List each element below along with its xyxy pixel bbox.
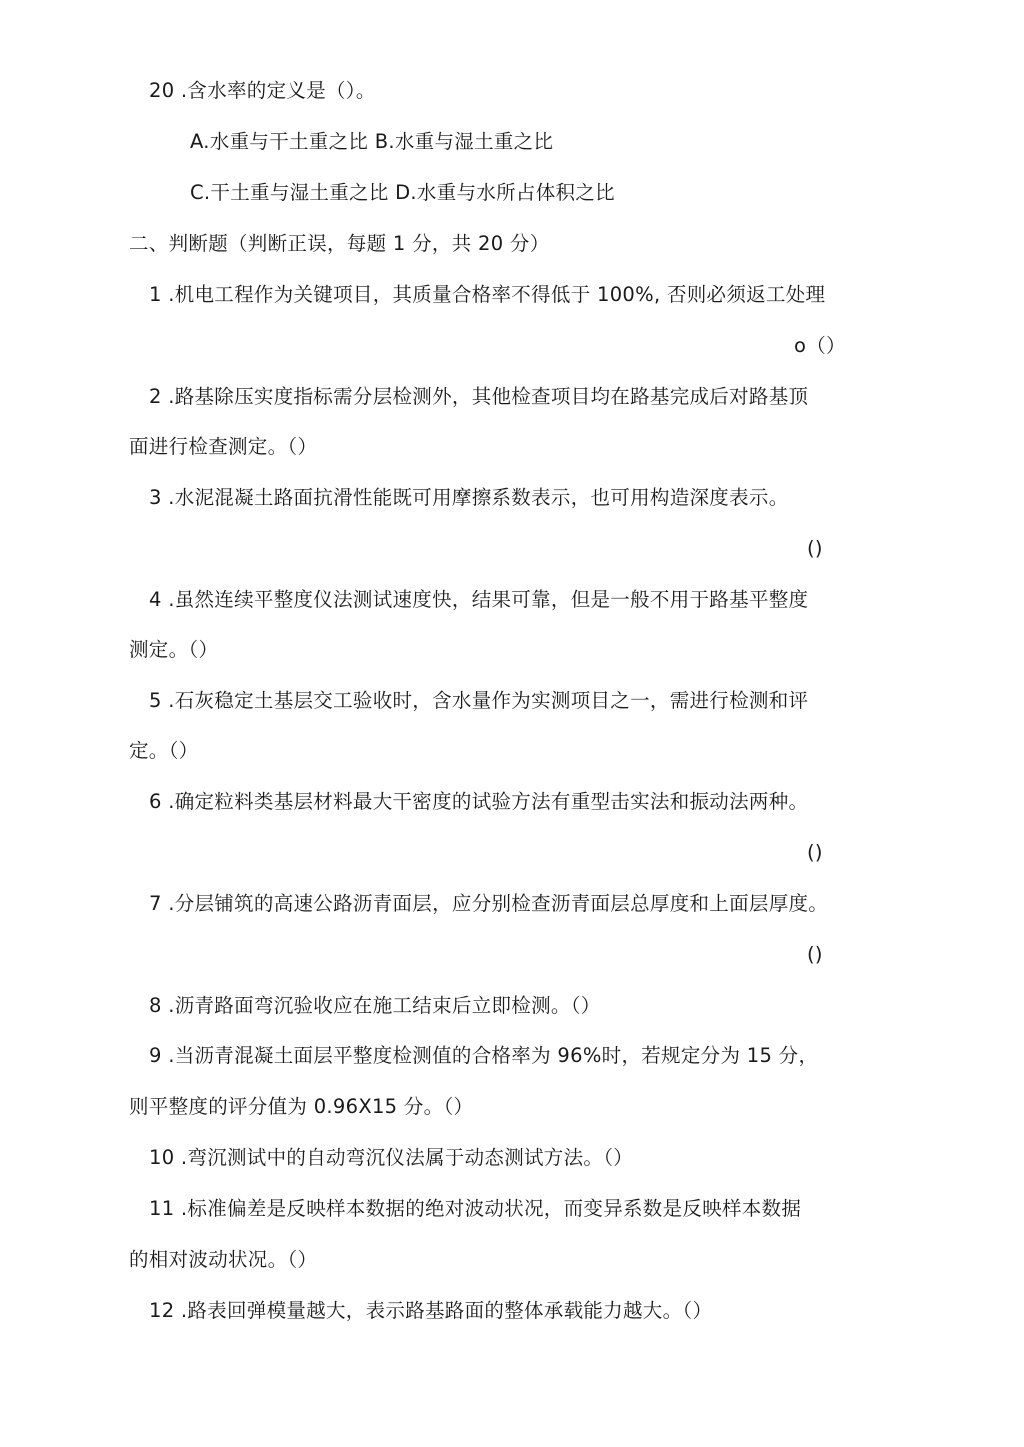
question-20-options-ab: A.水重与干土重之比 B.水重与湿土重之比 <box>190 130 554 153</box>
item-7-line-2: () <box>807 943 823 966</box>
item-10-line-1: 10 .弯沉测试中的自动弯沉仪法属于动态测试方法。（） <box>149 1146 634 1169</box>
item-4-line-1: 4 .虽然连续平整度仪法测试速度快，结果可靠，但是一般不用于路基平整度 <box>149 588 809 611</box>
item-3-line-1: 3 .水泥混凝土路面抗滑性能既可用摩擦系数表示，也可用构造深度表示。 <box>149 486 789 509</box>
item-5-line-2: 定。（） <box>129 739 199 762</box>
item-3-line-2: () <box>807 537 823 560</box>
item-9-line-1: 9 .当沥青混凝土面层平整度检测值的合格率为 96%时，若规定分为 15 分， <box>149 1044 819 1067</box>
item-2-line-2: 面进行检查测定。（） <box>129 435 318 458</box>
item-7-line-1: 7 .分层铺筑的高速公路沥青面层，应分别检查沥青面层总厚度和上面层厚度。 <box>149 892 829 915</box>
item-11-line-2: 的相对波动状况。（） <box>129 1248 318 1271</box>
item-11-line-1: 11 .标准偏差是反映样本数据的绝对波动状况，而变异系数是反映样本数据 <box>149 1197 802 1220</box>
item-1-line-1: 1 .机电工程作为关键项目，其质量合格率不得低于 100%, 否则必须返工处理 <box>149 283 826 306</box>
item-8-line-1: 8 .沥青路面弯沉验收应在施工结束后立即检测。（） <box>149 994 601 1017</box>
question-20-stem: 20 .含水率的定义是（）。 <box>149 79 376 102</box>
item-6-line-1: 6 .确定粒料类基层材料最大干密度的试验方法有重型击实法和振动法两种。 <box>149 790 809 813</box>
item-12-line-1: 12 .路表回弹模量越大，表示路基路面的整体承载能力越大。（） <box>149 1299 713 1322</box>
section-heading: 二、判断题（判断正误，每题 1 分，共 20 分） <box>129 232 550 255</box>
question-20-options-cd: C.干土重与湿土重之比 D.水重与水所占体积之比 <box>190 181 615 204</box>
item-9-line-2: 则平整度的评分值为 0.96X15 分。（） <box>129 1095 474 1118</box>
item-2-line-1: 2 .路基除压实度指标需分层检测外，其他检查项目均在路基完成后对路基顶 <box>149 385 809 408</box>
item-1-line-2: o（） <box>794 334 846 357</box>
item-6-line-2: () <box>807 841 823 864</box>
item-4-line-2: 测定。（） <box>129 638 219 661</box>
item-5-line-1: 5 .石灰稳定土基层交工验收时，含水量作为实测项目之一，需进行检测和评 <box>149 689 809 712</box>
